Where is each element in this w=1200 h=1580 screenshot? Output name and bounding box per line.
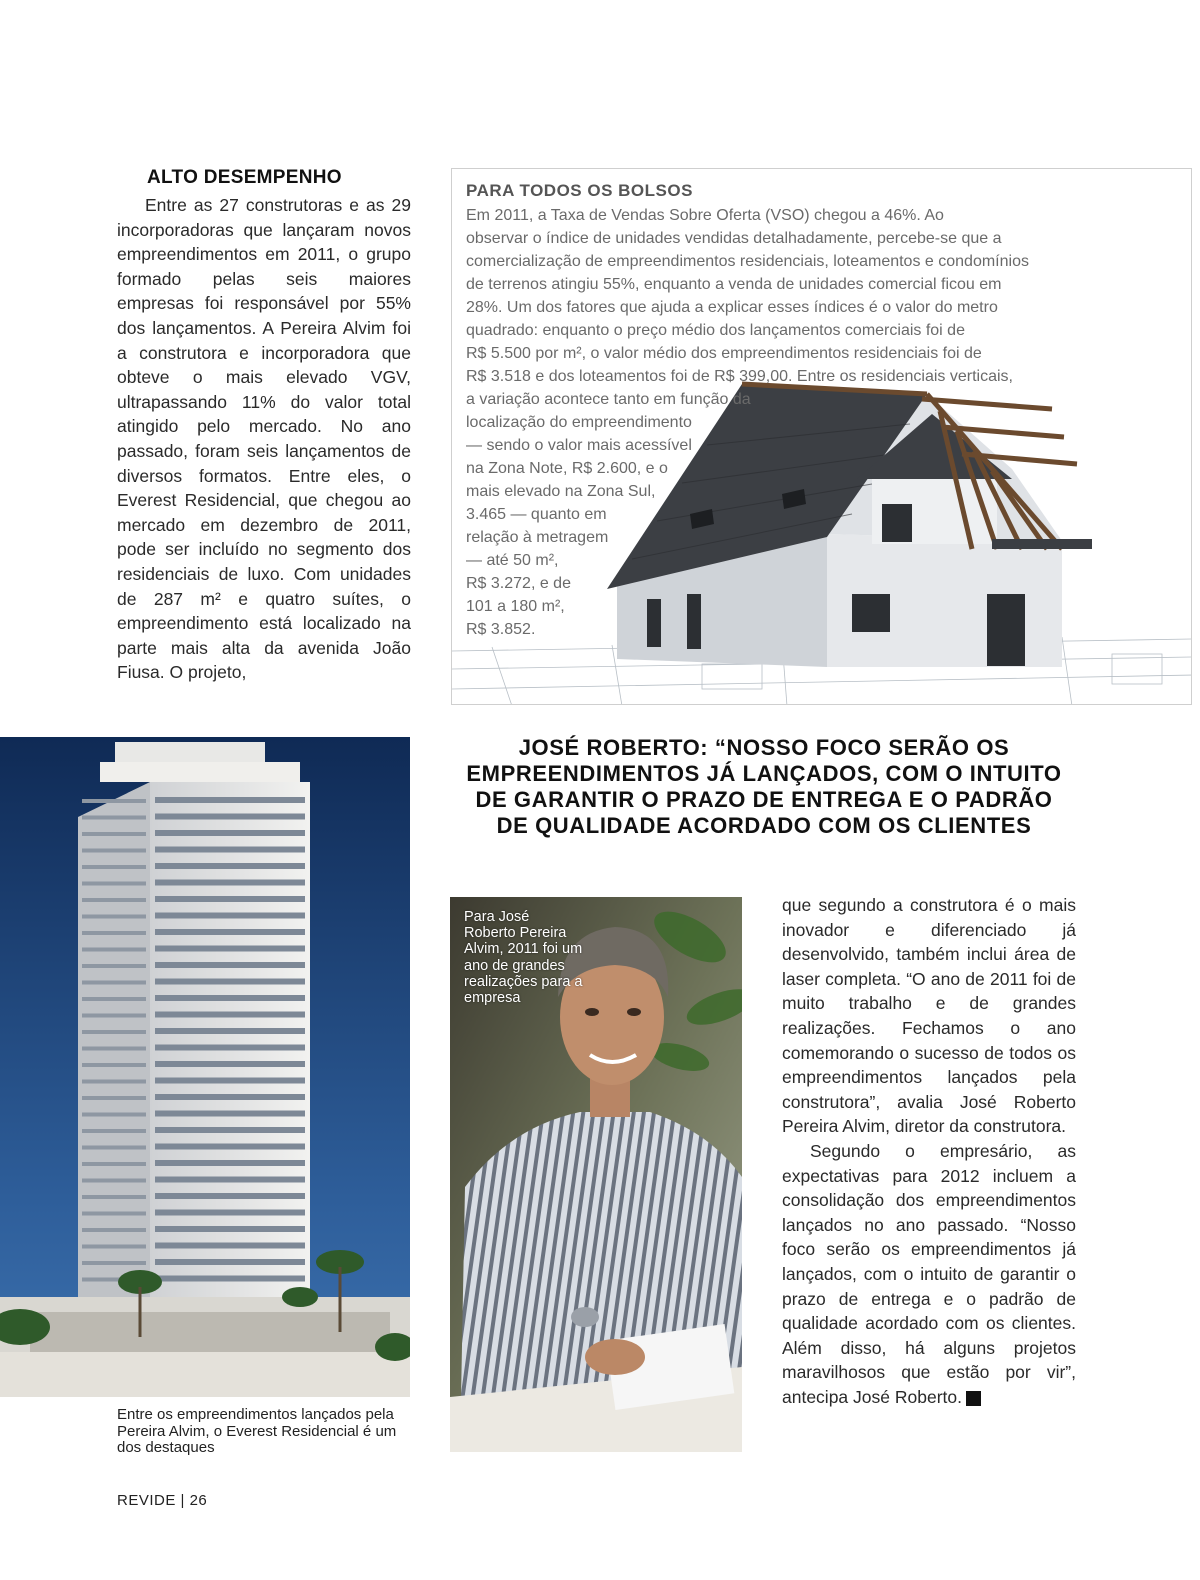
sidebar-line: quadrado: enquanto o preço médio dos lançamentos comerciais foi de [466,322,965,339]
tower-balcony [155,896,305,902]
tower-balcony [155,979,305,985]
tower-side-window [82,915,146,919]
tower-side-window [82,1063,146,1067]
tower-balcony [155,847,305,853]
sidebar-line: 101 a 180 m², [466,598,565,615]
sidebar-line: R$ 3.518 e dos loteamentos foi de R$ 399,00. Entre os residenciais verticais, [466,368,1013,385]
tower-balcony [155,1193,305,1199]
portrait-photo [450,897,742,1452]
tower-side-window [82,1030,146,1034]
sidebar-text [466,204,1086,641]
sidebar-line: na Zona Note, R$ 2.600, e o [466,460,668,477]
tower-side-window [82,964,146,968]
tower-side-window [82,1129,146,1133]
tower-balcony [155,1243,305,1249]
tower-side-window [82,816,146,820]
tower-balcony [155,1045,305,1051]
tower-side-window [82,1113,146,1117]
tower-side-window [82,1261,146,1265]
tower-side-window [82,1080,146,1084]
tower-balcony [155,863,305,869]
tower-side-window [82,1047,146,1051]
sidebar-title: PARA TODOS OS BOLSOS [466,181,693,200]
tower-balcony [155,962,305,968]
tower-balcony [155,995,305,1001]
right-column-paragraph-1: que segundo a construtora é o mais inovador e diferenciado já desenvolvido, também inclui área de laser completa. “O ano de 2011 foi de muito trabalho e de grandes realizações. Fechamos o ano comemorando o sucesso de todos os empreendimentos lançados pela construtora”, avalia José Roberto Pereira Alvim, diretor da construtora. [782,895,1076,1137]
tower-balcony [155,1226,305,1232]
tower-side-window [82,1195,146,1199]
tower-photo [0,737,410,1397]
sidebar-line: comercialização de empreendimentos residenciais, loteamentos e condomínios [466,253,1029,270]
sidebar-line: mais elevado na Zona Sul, [466,483,656,500]
tower-side-window [82,981,146,985]
tower-balcony [155,929,305,935]
sidebar-line: R$ 5.500 por m², o valor médio dos empreendimentos residenciais foi de [466,345,982,362]
tower-balcony [155,1127,305,1133]
tower-balcony [155,1078,305,1084]
sidebar-line: 28%. Um dos fatores que ajuda a explicar esses índices é o valor do metro [466,299,998,316]
page-footer: REVIDE | 26 [117,1492,208,1509]
tower-caption: Entre os empreendimentos lançados pela Pereira Alvim, o Everest Residencial é um dos destaques [117,1406,397,1456]
tower-side-window [82,1245,146,1249]
tower-balcony [155,830,305,836]
everest-residencial-rendering [0,737,410,1397]
tower-side-window [82,898,146,902]
sidebar-line: — até 50 m², [466,552,559,569]
tower-side-window [82,1146,146,1150]
tower-balcony [155,880,305,886]
tower-side-window [82,931,146,935]
right-column [782,893,1076,1409]
tower-side-window [82,865,146,869]
left-column-text: Entre as 27 construtoras e as 29 incorporadoras que lançaram novos empreendimentos em 2011, o grupo formado pelas seis maiores empresas foi responsável por 55% dos lançamentos. A Pereira Alvim foi a construtora e incorporadora que obteve o mais elevado VGV, ultrapassando 11% do valor total atingido pelo mercado. No ano passado, foram seis lançamentos de diversos formatos. Entre eles, o Everest Residencial, que chegou ao mercado em dezembro de 2011, pode ser incluído no segmento dos residenciais de luxo. Com unidades de 287 m² e quatro suítes, o empreendimento está localizado na parte mais alta da avenida João Fiusa. O projeto, [117,195,411,683]
tower-balcony [155,1094,305,1100]
tower-balcony [155,1144,305,1150]
sidebar-line: — sendo o valor mais acessível [466,437,692,454]
tower-side-window [82,832,146,836]
tower-balcony [155,1276,305,1282]
pull-quote: JOSÉ ROBERTO: “NOSSO FOCO SERÃO OS EMPREENDIMENTOS JÁ LANÇADOS, COM O INTUITO DE GARANTIR O PRAZO DE ENTREGA E O PADRÃO DE QUALIDADE ACORDADO COM OS CLIENTES [466,735,1062,838]
left-column [117,167,411,685]
tower-side-window [82,1014,146,1018]
tower-balcony [155,946,305,952]
tower-balcony [155,1210,305,1216]
sidebar-box [451,168,1192,705]
sidebar-line: localização do empreendimento [466,414,692,431]
tower-balcony [155,814,305,820]
tower-balcony [155,1177,305,1183]
paragraph-2-text: Segundo o empresário, as expectativas para 2012 incluem a consolidação dos empreendimentos lançados no ano passado. “Nosso foco serão os empreendimentos já lançados, com o intuito de garantir o prazo de entrega e o padrão de qualidade acordado com os clientes. Além disso, há alguns projetos maravilhosos que estão por vir”, antecipa José Roberto. [782,1140,1076,1407]
tower-balcony [155,1259,305,1265]
tower-balcony [155,1160,305,1166]
sidebar-line: R$ 3.272, e de [466,575,571,592]
tower-balcony [155,913,305,919]
tower-side-window [82,1179,146,1183]
sidebar-line: R$ 3.852. [466,621,536,638]
tower-balcony [155,1012,305,1018]
tower-side-window [82,1096,146,1100]
sidebar-line: observar o índice de unidades vendidas detalhadamente, percebe-se que a [466,230,1002,247]
sidebar-line: de terrenos atingiu 55%, enquanto a venda de unidades comercial ficou em [466,276,1002,293]
tower-balcony [155,1111,305,1117]
portrait-caption: Para José Roberto Pereira Alvim, 2011 foi um ano de grandes realizações para a empresa [464,909,583,1007]
tower-side-window [82,882,146,886]
tower-side-window [82,1212,146,1216]
tower-balcony [155,1028,305,1034]
tower-side-window [82,849,146,853]
sidebar-line: a variação acontece tanto em função da [466,391,751,408]
tower-side-window [82,997,146,1001]
sidebar-line: Em 2011, a Taxa de Vendas Sobre Oferta (VSO) chegou a 46%. Ao [466,207,944,224]
tower-balcony [155,797,305,803]
sidebar-line: relação à metragem [466,529,609,546]
right-column-paragraph-2 [782,1139,1076,1410]
tower-side-window [82,1228,146,1232]
tower-side-window [82,1162,146,1166]
sidebar-line: 3.465 — quanto em [466,506,607,523]
end-mark-icon: r [966,1391,981,1406]
section-heading: ALTO DESEMPENHO [147,167,342,188]
tower-side-window [82,799,146,803]
tower-side-window [82,948,146,952]
tower-balcony [155,1061,305,1067]
